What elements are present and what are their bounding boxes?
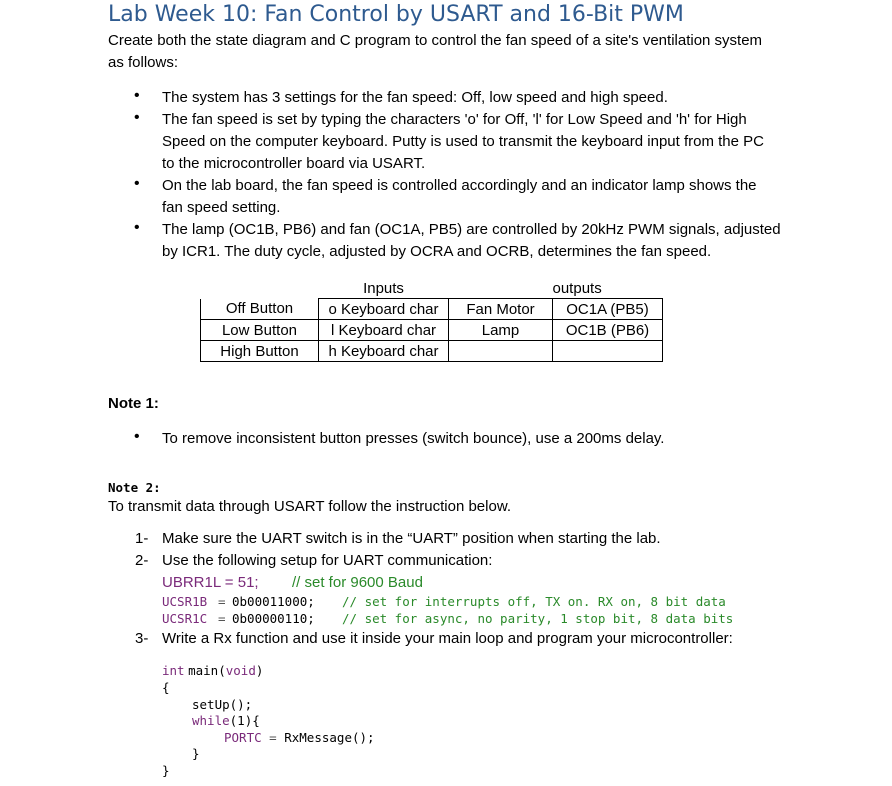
table-cell: o Keyboard char <box>319 299 449 320</box>
bullet-dot: • <box>134 428 140 445</box>
close-paren: ) <box>255 663 264 678</box>
bullet-2-line-3: to the microcontroller board via USART. <box>162 155 426 172</box>
outer-close-brace: } <box>162 763 170 778</box>
table-cell <box>449 341 553 362</box>
intro-line-1: Create both the state diagram and C program to control the fan speed of a site's ventilation system <box>108 32 763 49</box>
portc-line <box>224 729 375 746</box>
page-title: Lab Week 10: Fan Control by USART and 16-Bit PWM <box>108 2 684 27</box>
bullet-2-line-2: Speed on the computer keyboard. Putty is used to transmit the keyboard input from the PC <box>162 133 764 150</box>
ucsr1c-value: 0b00000110; <box>232 611 315 626</box>
keyword-int: int <box>162 663 185 678</box>
ucsr1c-comment: // set for async, no parity, 1 stop bit, 8 data bits <box>342 611 734 626</box>
open-brace: { <box>162 680 170 695</box>
inputs-header: Inputs <box>319 278 449 299</box>
bullet-1-line-1: The system has 3 settings for the fan speed: Off, low speed and high speed. <box>162 89 668 106</box>
io-table <box>200 278 663 362</box>
step-number: 3- <box>135 630 149 647</box>
ucsr1b-register: UCSR1B <box>162 594 208 609</box>
table-cell: OC1B (PB6) <box>553 320 663 341</box>
table-cell: Fan Motor <box>449 299 553 320</box>
rx-message-call: RxMessage(); <box>284 730 375 745</box>
step-1-text: Make sure the UART switch is in the “UART” position when starting the lab. <box>162 530 661 547</box>
equals-sign: = <box>269 730 277 745</box>
table-cell <box>553 341 663 362</box>
table-cell: Low Button <box>201 320 319 341</box>
step-2-text: Use the following setup for UART communication: <box>162 552 493 569</box>
bullet-3-line-1: On the lab board, the fan speed is controlled accordingly and an indicator lamp shows the <box>162 177 757 194</box>
setup-call: setUp(); <box>192 697 253 712</box>
note-1-label: Note 1: <box>108 395 159 412</box>
table-cell: h Keyboard char <box>319 341 449 362</box>
note-2-intro: To transmit data through USART follow the instruction below. <box>108 498 511 515</box>
table-cell: l Keyboard char <box>319 320 449 341</box>
bullet-3-line-2: fan speed setting. <box>162 199 281 216</box>
bullet-dot: • <box>134 175 140 192</box>
bullet-dot: • <box>134 219 140 236</box>
bullet-4-line-2: by ICR1. The duty cycle, adjusted by OCRA and OCRB, determines the fan speed. <box>162 243 712 260</box>
table-cell: High Button <box>201 341 319 362</box>
table-cell: Off Button <box>201 299 319 320</box>
keyword-void: void <box>225 663 256 678</box>
step-number: 2- <box>135 552 149 569</box>
while-line <box>192 712 260 729</box>
keyword-while: while <box>192 713 230 728</box>
bullet-2-line-1: The fan speed is set by typing the characters 'o' for Off, 'l' for Low Speed and 'h' for High <box>162 111 747 128</box>
table-cell: OC1A (PB5) <box>553 299 663 320</box>
note-1-bullet: To remove inconsistent button presses (switch bounce), use a 200ms delay. <box>162 430 665 447</box>
outputs-header: outputs <box>553 278 663 299</box>
equals-sign: = <box>218 594 226 609</box>
equals-sign: = <box>218 611 226 626</box>
while-condition: (1){ <box>229 713 260 728</box>
main-signature <box>162 662 263 679</box>
bullet-4-line-1: The lamp (OC1B, PB6) and fan (OC1A, PB5) are controlled by 20kHz PWM signals, adjusted <box>162 221 781 238</box>
ucsr1b-comment: // set for interrupts off, TX on. RX on, 8 bit data <box>342 594 726 609</box>
table-cell: Lamp <box>449 320 553 341</box>
bullet-dot: • <box>134 87 140 104</box>
step-number: 1- <box>135 530 149 547</box>
bullet-dot: • <box>134 109 140 126</box>
ucsr1c-register: UCSR1C <box>162 611 208 626</box>
portc-register: PORTC <box>224 730 262 745</box>
inner-close-brace: } <box>192 746 200 761</box>
main-name: main( <box>188 663 226 678</box>
ucsr1b-value: 0b00011000; <box>232 594 315 609</box>
step-3-text: Write a Rx function and use it inside your main loop and program your microcontroller: <box>162 630 733 647</box>
ubrr-comment: // set for 9600 Baud <box>292 574 423 591</box>
ubrr-statement: UBRR1L = 51; <box>162 574 259 591</box>
intro-line-2: as follows: <box>108 54 179 71</box>
note-2-label: Note 2: <box>108 480 161 495</box>
